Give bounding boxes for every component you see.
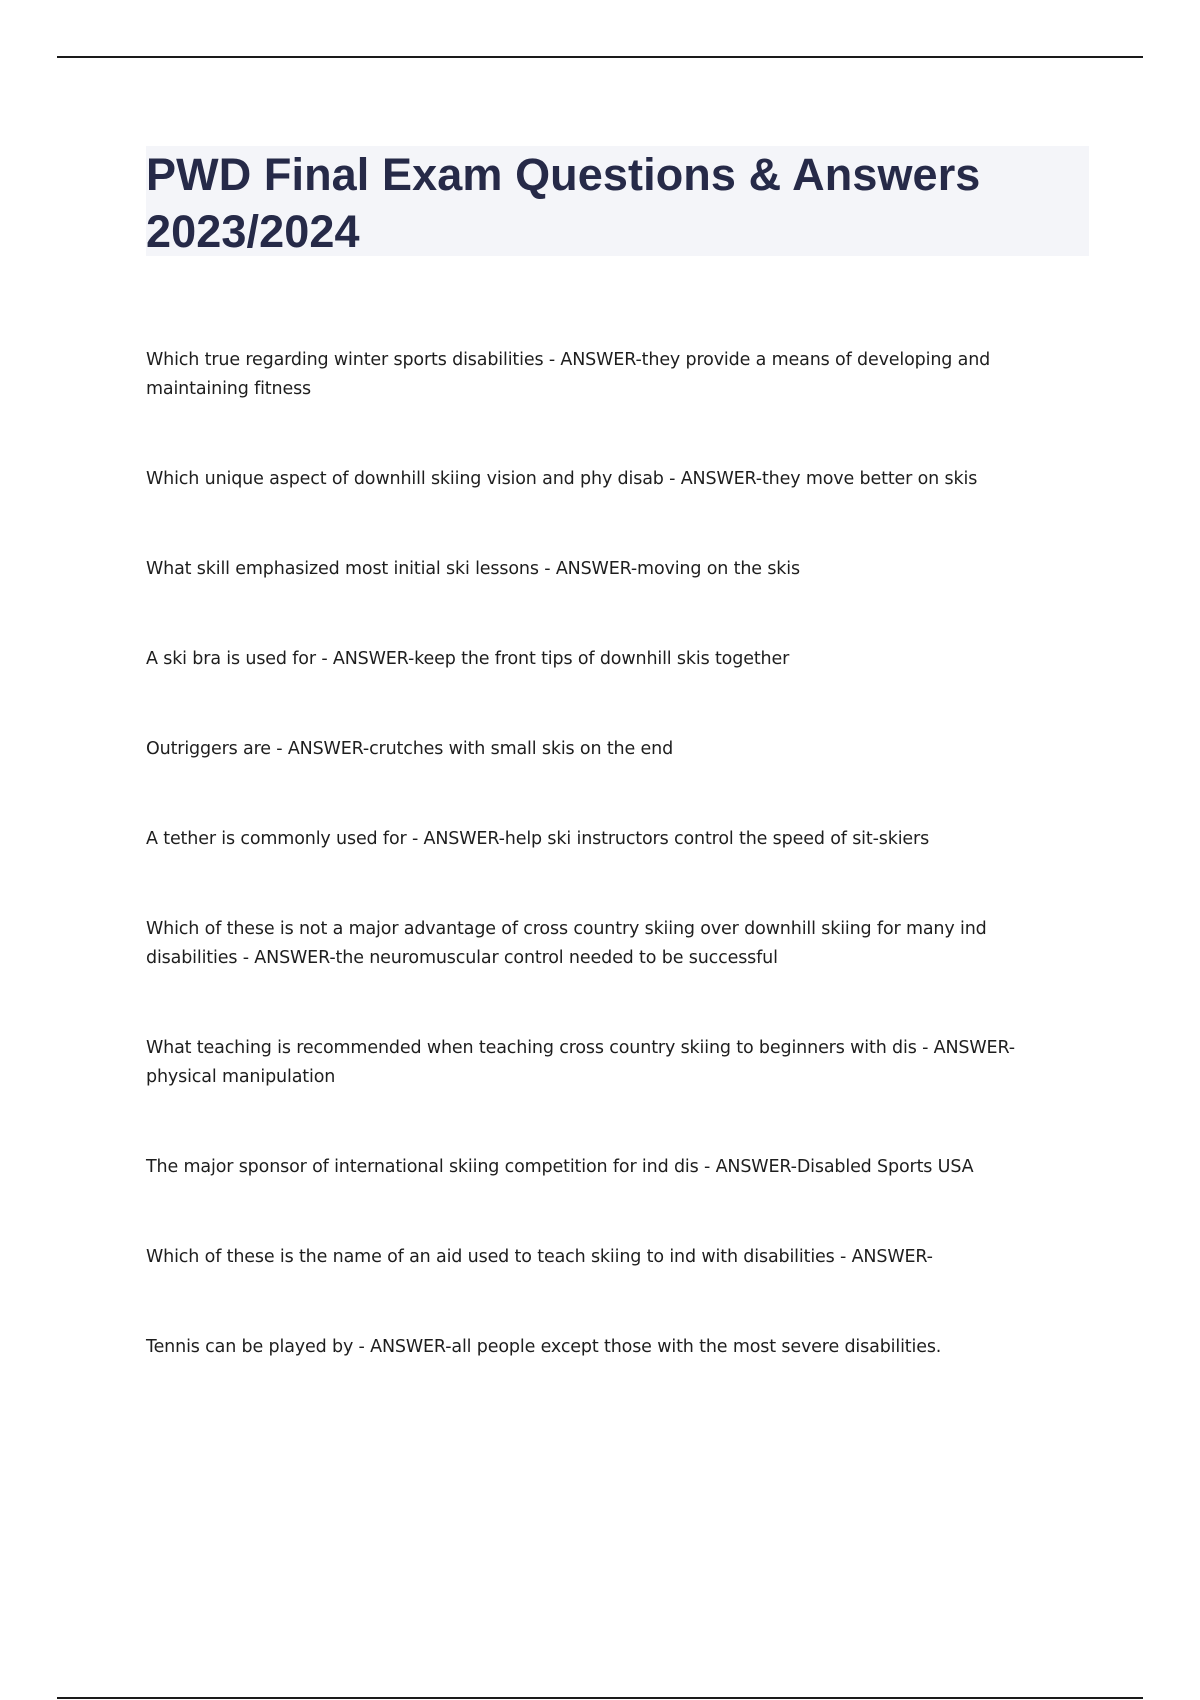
qa-item: The major sponsor of international skiing competition for ind dis - ANSWER-Disabled Sports USA bbox=[146, 1157, 974, 1177]
document-title: PWD Final Exam Questions & Answers 2023/2024 bbox=[146, 149, 981, 257]
qa-item: What teaching is recommended when teaching cross country skiing to beginners with dis - ANSWER-physical manipulation bbox=[146, 1038, 1015, 1087]
qa-item: A tether is commonly used for - ANSWER-help ski instructors control the speed of sit-skiers bbox=[146, 829, 930, 849]
qa-item: Which true regarding winter sports disabilities - ANSWER-they provide a means of developing and maintaining fitness bbox=[146, 350, 991, 399]
qa-item: Which unique aspect of downhill skiing vision and phy disab - ANSWER-they move better on skis bbox=[146, 469, 978, 489]
top-rule bbox=[57, 56, 1143, 58]
qa-item: Which of these is the name of an aid used to teach skiing to ind with disabilities - ANSWER- bbox=[146, 1247, 933, 1267]
qa-item: Which of these is not a major advantage of cross country skiing over downhill skiing for many ind disabilities - ANSWER-the neuromuscular control needed to be successful bbox=[146, 919, 987, 968]
qa-item: A ski bra is used for - ANSWER-keep the front tips of downhill skis together bbox=[146, 649, 790, 669]
bottom-rule bbox=[57, 1697, 1143, 1699]
qa-item: What skill emphasized most initial ski lessons - ANSWER-moving on the skis bbox=[146, 559, 800, 579]
qa-item: Outriggers are - ANSWER-crutches with small skis on the end bbox=[146, 739, 674, 759]
qa-item: Tennis can be played by - ANSWER-all people except those with the most severe disabilities. bbox=[146, 1337, 942, 1357]
qa-list bbox=[146, 346, 1066, 1423]
